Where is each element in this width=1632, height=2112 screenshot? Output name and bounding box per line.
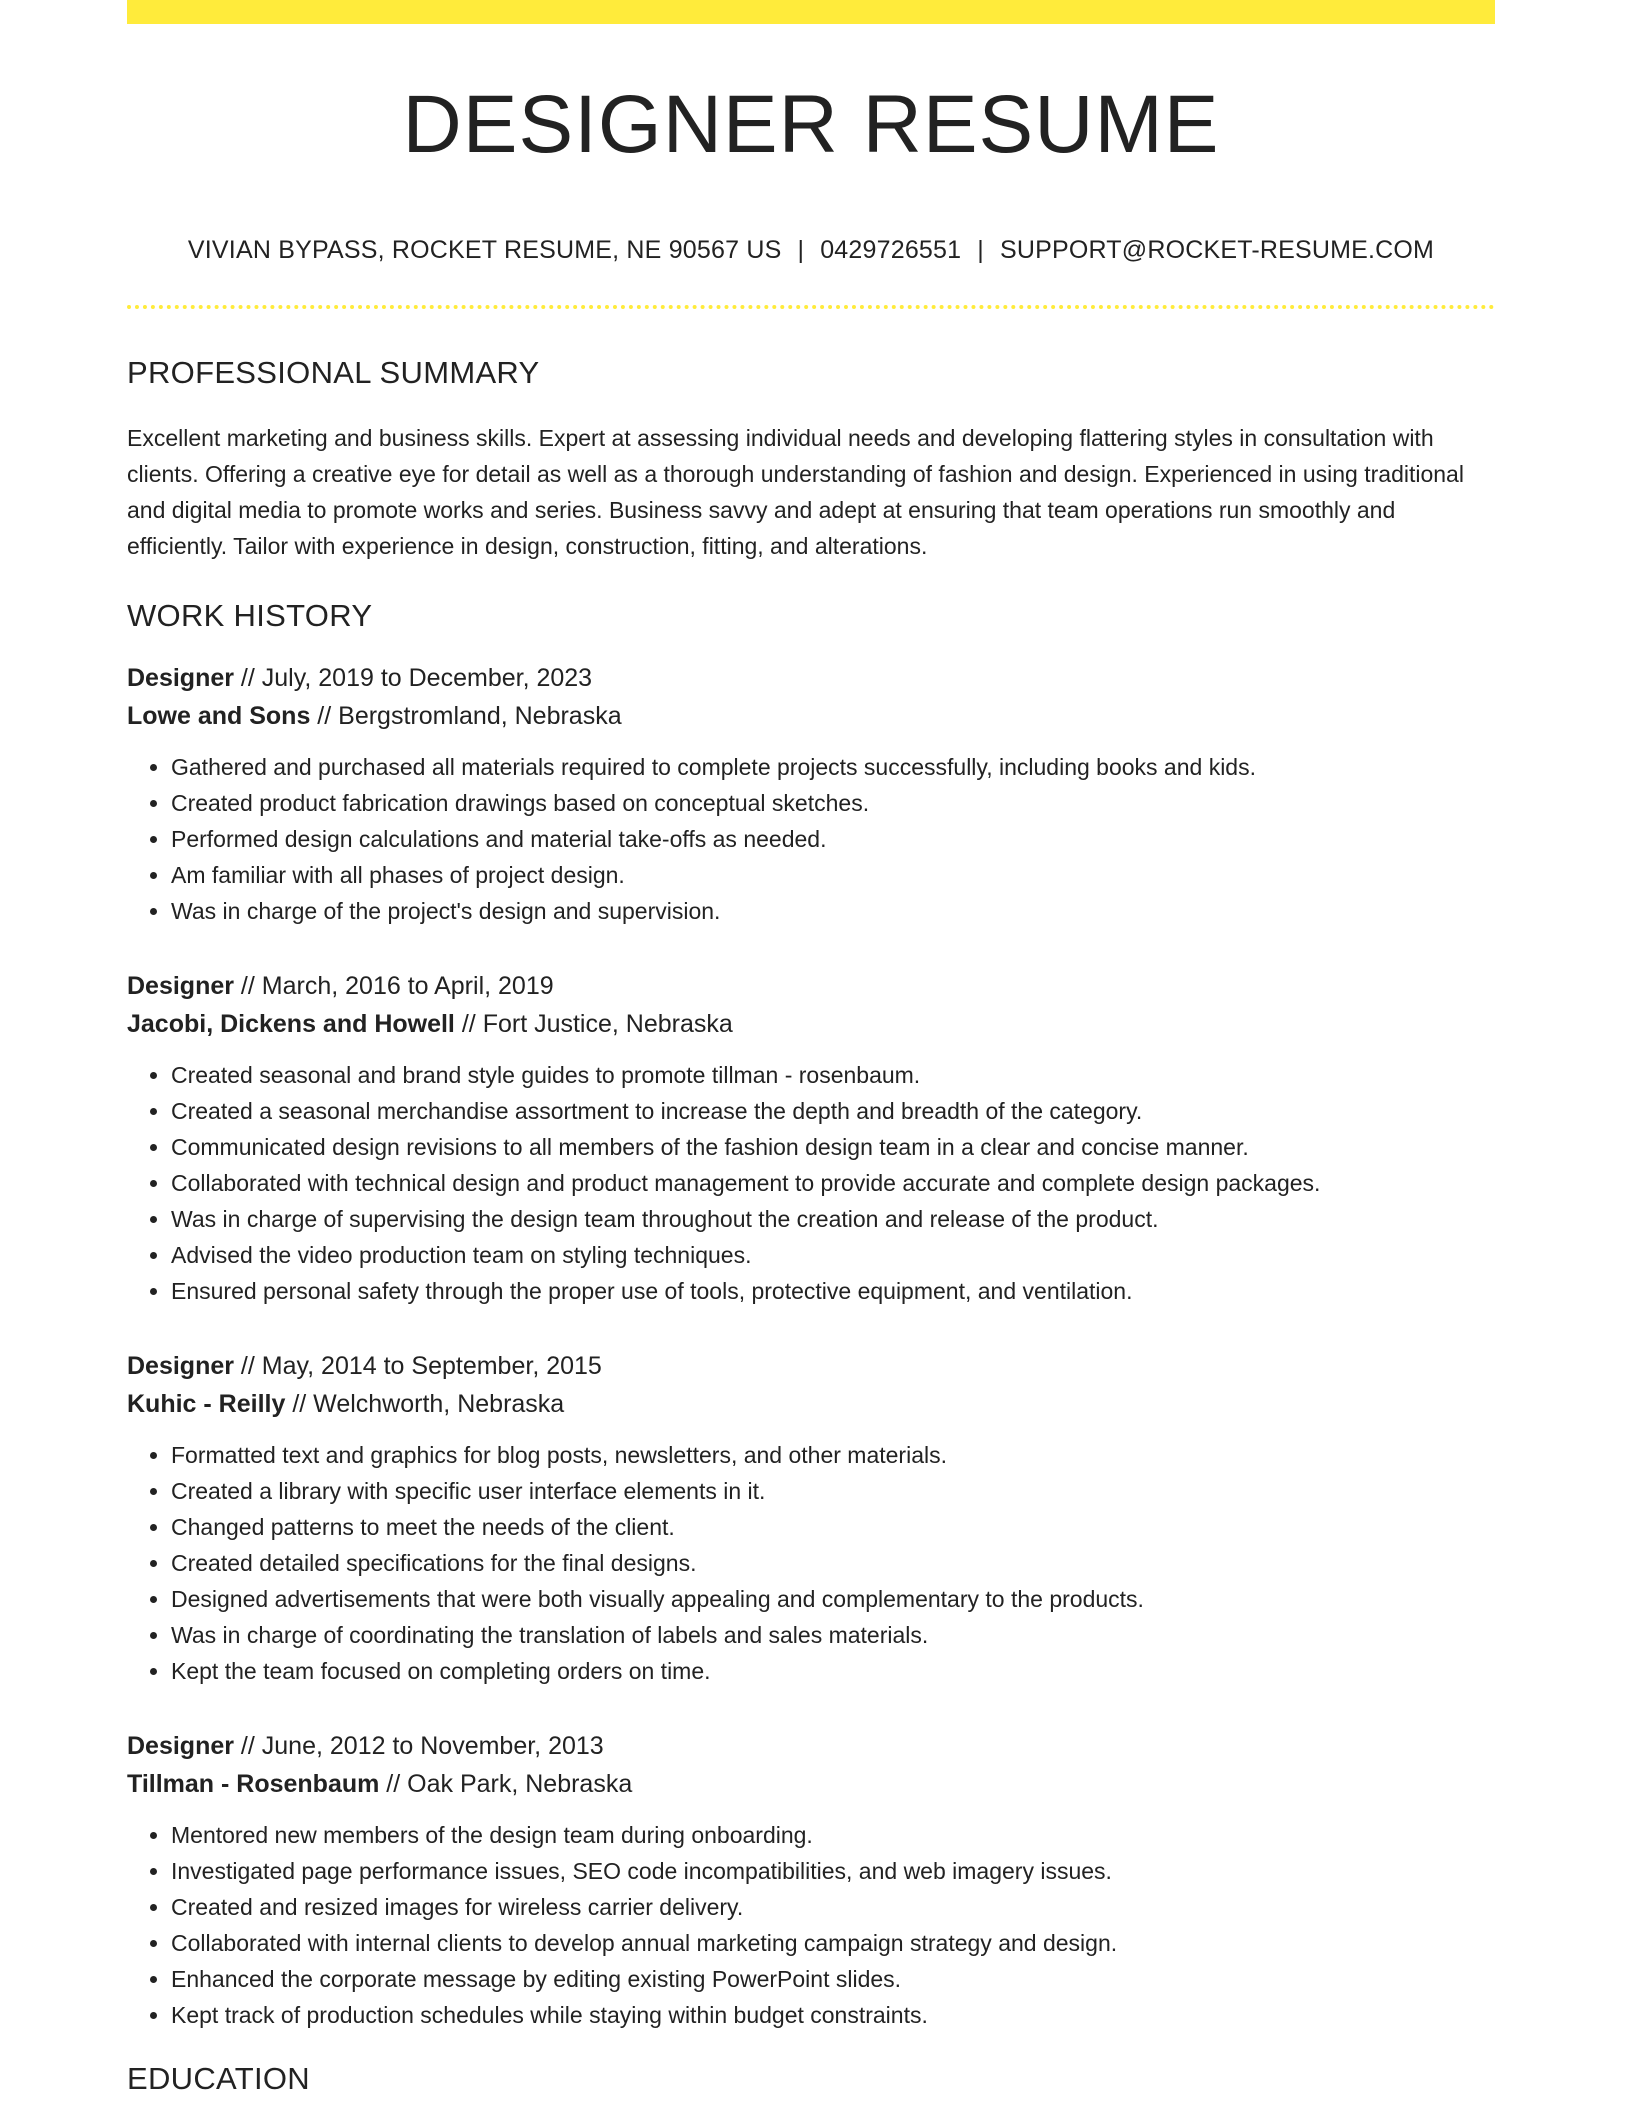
list-item: • Created seasonal and brand style guides to promote tillman - rosenbaum. <box>171 1057 1495 1093</box>
job-company: Kuhic - Reilly <box>127 1390 286 1418</box>
list-item: • Communicated design revisions to all members of the fashion design team in a clear and concise manner. <box>171 1129 1495 1165</box>
list-item: • Gathered and purchased all materials required to complete projects successfully, including books and kids. <box>171 749 1495 785</box>
job-title-line <box>127 659 1495 697</box>
job-separator: // <box>310 702 339 730</box>
job-title: Designer <box>127 1352 234 1380</box>
job-separator: // <box>379 1770 408 1798</box>
job-company-line <box>127 1005 1495 1043</box>
contact-line <box>127 236 1495 265</box>
list-item: • Mentored new members of the design team during onboarding. <box>171 1817 1495 1853</box>
education-heading: EDUCATION <box>127 2061 310 2096</box>
job-title-line <box>127 1347 1495 1385</box>
job-dates: July, 2019 to December, 2023 <box>261 664 593 692</box>
list-item: • Created a seasonal merchandise assortment to increase the depth and breadth of the category. <box>171 1093 1495 1129</box>
top-accent-bar <box>127 0 1495 24</box>
list-item: • Performed design calculations and material take-offs as needed. <box>171 821 1495 857</box>
job-entry <box>127 1347 1495 1689</box>
list-item: • Formatted text and graphics for blog posts, newsletters, and other materials. <box>171 1437 1495 1473</box>
job-company: Lowe and Sons <box>127 702 311 730</box>
list-item: • Created detailed specifications for the final designs. <box>171 1545 1495 1581</box>
job-location: Fort Justice, Nebraska <box>482 1010 733 1038</box>
job-location: Welchworth, Nebraska <box>313 1390 565 1418</box>
job-separator: // <box>233 972 262 1000</box>
contact-email: SUPPORT@ROCKET-RESUME.COM <box>999 236 1435 264</box>
summary-text: Excellent marketing and business skills. Expert at assessing individual needs and developing flattering styles in consultation with clients. Offering a creative eye for detail as well as a thorough understanding of fashion and design. Experienced in using traditional and digital media to promote works and series. Business savvy and adept at ensuring that team operations run smoothly and efficiently. Tailor with experience in design, construction, fitting, and alterations. <box>127 425 1464 559</box>
contact-address: VIVIAN BYPASS, ROCKET RESUME, NE 90567 US <box>187 236 782 264</box>
contact-separator: | <box>977 236 984 264</box>
list-item: • Advised the video production team on styling techniques. <box>171 1237 1495 1273</box>
job-bullets <box>127 749 1495 929</box>
job-dates: March, 2016 to April, 2019 <box>261 972 554 1000</box>
job-title-line <box>127 967 1495 1005</box>
job-separator: // <box>454 1010 483 1038</box>
job-location: Oak Park, Nebraska <box>407 1770 633 1798</box>
list-item: • Created and resized images for wireless carrier delivery. <box>171 1889 1495 1925</box>
job-bullets <box>127 1057 1495 1309</box>
job-separator: // <box>233 1352 262 1380</box>
job-dates: May, 2014 to September, 2015 <box>261 1352 602 1380</box>
list-item: • Kept track of production schedules while staying within budget constraints. <box>171 1997 1495 2033</box>
list-item: • Enhanced the corporate message by editing existing PowerPoint slides. <box>171 1961 1495 1997</box>
list-item: • Created a library with specific user interface elements in it. <box>171 1473 1495 1509</box>
list-item: • Investigated page performance issues, SEO code incompatibilities, and web imagery issues. <box>171 1853 1495 1889</box>
job-separator: // <box>285 1390 314 1418</box>
job-title: Designer <box>127 972 234 1000</box>
job-entry <box>127 659 1495 929</box>
list-item: • Collaborated with internal clients to develop annual marketing campaign strategy and design. <box>171 1925 1495 1961</box>
job-bullets <box>127 1437 1495 1689</box>
summary-heading: PROFESSIONAL SUMMARY <box>127 355 540 390</box>
job-title: Designer <box>127 1732 234 1760</box>
contact-separator: | <box>797 236 805 264</box>
job-bullets <box>127 1817 1495 2033</box>
list-item: • Ensured personal safety through the proper use of tools, protective equipment, and ventilation. <box>171 1273 1495 1309</box>
contact-phone: 0429726551 <box>820 236 962 264</box>
list-item: • Was in charge of supervising the design team throughout the creation and release of the product. <box>171 1201 1495 1237</box>
resume-page <box>127 0 1495 2094</box>
job-company: Tillman - Rosenbaum <box>127 1770 380 1798</box>
list-item: • Was in charge of coordinating the translation of labels and sales materials. <box>171 1617 1495 1653</box>
job-entry <box>127 967 1495 1309</box>
job-location: Bergstromland, Nebraska <box>338 702 622 730</box>
job-separator: // <box>233 664 262 692</box>
list-item: • Changed patterns to meet the needs of the client. <box>171 1509 1495 1545</box>
resume-title: DESIGNER RESUME <box>402 79 1220 170</box>
list-item: • Collaborated with technical design and product management to provide accurate and complete design packages. <box>171 1165 1495 1201</box>
list-item: • Kept the team focused on completing orders on time. <box>171 1653 1495 1689</box>
job-company-line <box>127 1385 1495 1423</box>
job-title-line <box>127 1727 1495 1765</box>
job-entry <box>127 1727 1495 2033</box>
list-item: • Was in charge of the project's design and supervision. <box>171 893 1495 929</box>
job-separator: // <box>233 1732 262 1760</box>
work-history-heading: WORK HISTORY <box>127 598 373 633</box>
list-item: • Created product fabrication drawings based on conceptual sketches. <box>171 785 1495 821</box>
list-item: • Am familiar with all phases of project design. <box>171 857 1495 893</box>
job-company-line <box>127 697 1495 735</box>
job-company-line <box>127 1765 1495 1803</box>
job-company: Jacobi, Dickens and Howell <box>127 1010 455 1038</box>
dotted-divider <box>127 305 1495 309</box>
job-dates: June, 2012 to November, 2013 <box>261 1732 604 1760</box>
job-title: Designer <box>127 664 234 692</box>
list-item: • Designed advertisements that were both visually appealing and complementary to the products. <box>171 1581 1495 1617</box>
work-history-list <box>127 659 1495 2033</box>
